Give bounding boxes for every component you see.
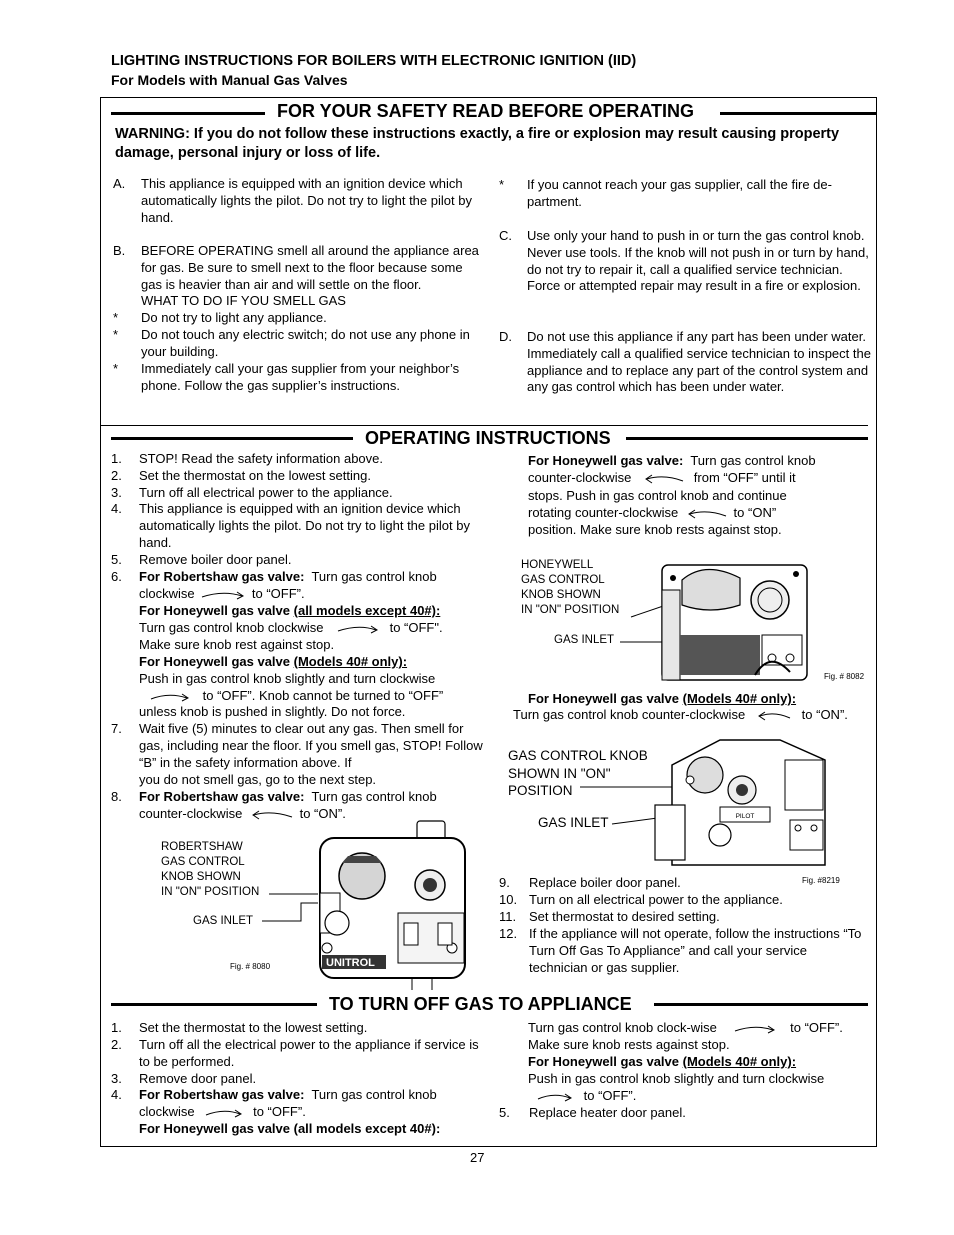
clockwise-arrow-icon <box>202 1107 246 1119</box>
item-text: Do not try to light any appliance. <box>141 310 327 325</box>
step-text: Set the thermostat on the lowest setting. <box>139 468 371 483</box>
step-number: 5. <box>499 1105 510 1120</box>
item-label: D. <box>499 329 512 344</box>
honeywell-off-heading <box>139 603 440 620</box>
inline-text: from “OFF” until it <box>693 470 796 485</box>
honeywell-off-line <box>139 620 443 637</box>
robertshaw-valve-illustration <box>262 818 477 990</box>
underlined-text: (Models 40# only): <box>682 1054 797 1069</box>
step-number: 7. <box>111 721 122 736</box>
inline-text: to “OFF”. <box>583 1088 637 1103</box>
operating-step-cont: you do not smell gas, go to the next step. <box>139 772 377 787</box>
bold-text: For Honeywell gas valve <box>139 654 291 669</box>
step-text: Remove door panel. <box>139 1071 257 1086</box>
page-number: 27 <box>470 1150 485 1165</box>
bullet: * <box>113 310 119 325</box>
clockwise-arrow-icon <box>528 1091 580 1103</box>
bold-text: For Robertshaw gas valve: <box>139 789 305 804</box>
heading-rule <box>720 112 876 115</box>
bold-text: For Robertshaw gas valve: <box>139 1087 305 1102</box>
bold-text: For Honeywell gas valve: <box>528 453 684 468</box>
robertshaw-figure-label: ROBERTSHAW GAS CONTROL KNOB SHOWN IN "ON" POSITION <box>161 841 260 898</box>
honeywell40-on-heading <box>528 691 796 708</box>
honeywell-on-line <box>528 505 776 522</box>
inline-text: Turn gas control knob clockwise <box>139 620 324 635</box>
item-text: Use only your hand to push in or turn the gas control knob. Never use tools. If the knob will not push in or turn by hand, do not try to repair it, call a qualified service technician. Force or attempted repair may result in a fire or explosion. <box>527 228 869 294</box>
bold-text: For Robertshaw gas valve: <box>139 569 305 584</box>
inline-text: counter-clockwise <box>139 806 243 821</box>
honeywell-on-line <box>528 453 816 470</box>
inline-text: to “OFF”. <box>253 1104 306 1119</box>
underlined-text: (Models 40# only): <box>682 691 797 706</box>
heading-rule <box>654 1003 868 1006</box>
item-text: Do not use this appliance if any part has been under water. Immediately call a qualified service technician to inspect the appliance and to replace any part of the control system and any gas control which has been under water. <box>527 329 871 395</box>
counterclockwise-arrow-icon <box>639 473 687 485</box>
section-divider <box>100 425 868 426</box>
honeywell40-figure-label: GAS CONTROL KNOB SHOWN IN "ON" POSITION <box>508 748 648 798</box>
honeywell40-gas-inlet-label: GAS INLET <box>538 815 609 830</box>
operating-step-number: 8. <box>111 789 122 804</box>
step-number: 2. <box>111 1037 122 1052</box>
step-number: 1. <box>111 451 122 466</box>
bold-text: For Honeywell gas valve <box>139 603 291 618</box>
step-text: Turn off all electrical power to the appliance. <box>139 485 393 500</box>
honeywell-valve-illustration <box>620 560 810 685</box>
robertshaw-turnoff-line <box>139 1087 437 1104</box>
inline-text: to “OFF”. <box>790 1020 843 1035</box>
underlined-text: (all models except 40#): <box>293 603 441 618</box>
honeywell-on-line <box>528 470 796 487</box>
step-text: This appliance is equipped with an ignition device which automatically lights the pilot. Do not try to light the pilot by hand. <box>139 501 470 550</box>
honeywell-figure-label: HONEYWELL GAS CONTROL KNOB SHOWN IN "ON" POSITION <box>521 559 620 616</box>
honeywell-on-line: stops. Push in gas control knob and continue <box>528 488 787 503</box>
robertshaw-figure-number: Fig. # 8080 <box>230 962 271 971</box>
inline-text: to “ON” <box>733 505 777 520</box>
bullet: * <box>113 361 119 376</box>
item-text: Immediately call your gas supplier from your neighbor’s phone. Follow the gas supplier’s instructions. <box>141 361 460 393</box>
honeywell40-on-line <box>513 707 848 724</box>
honeywell-turnoff-line: Make sure knob rests against stop. <box>528 1037 730 1052</box>
item-text: This appliance is equipped with an ignition device which automatically lights the pilot. Do not try to light the pilot by hand. <box>141 176 472 225</box>
heading-rule <box>111 437 353 440</box>
step-number: 9. <box>499 875 510 890</box>
step-number: 11. <box>499 909 517 924</box>
pilot-label: PILOT <box>735 813 755 820</box>
honeywell-turnoff-heading: For Honeywell gas valve (all models except 40#): <box>139 1121 441 1136</box>
operating-heading: OPERATING INSTRUCTIONS <box>365 428 611 448</box>
inline-text: Turn gas control knob <box>311 569 437 584</box>
inline-text: counter-clockwise <box>528 470 632 485</box>
honeywell-off-line: Make sure knob rest against stop. <box>139 637 335 652</box>
bold-text: For Honeywell gas valve <box>528 1054 680 1069</box>
honeywell40-turnoff-heading <box>528 1054 796 1071</box>
step-number: 12. <box>499 926 518 941</box>
inline-text: to “ON”. <box>299 806 346 821</box>
honeywell-figure-number: Fig. # 8082 <box>824 672 865 681</box>
step-text: Set the thermostat to the lowest setting. <box>139 1020 368 1035</box>
bullet: * <box>499 177 505 192</box>
turnoff-heading: TO TURN OFF GAS TO APPLIANCE <box>329 994 632 1014</box>
clockwise-arrow-icon <box>731 1023 779 1035</box>
step-text: Wait five (5) minutes to clear out any gas. Then smell for gas, including near the floor. If you smell gas, STOP! Follow “B” in the safety information above. If <box>139 721 483 770</box>
honeywell40-off-line: Push in gas control knob slightly and turn clockwise <box>139 671 436 686</box>
underlined-text: (Models 40# only): <box>293 654 408 669</box>
step-number: 1. <box>111 1020 122 1035</box>
step-text: Remove boiler door panel. <box>139 552 292 567</box>
robertshaw-off-line <box>139 586 305 603</box>
safety-heading: FOR YOUR SAFETY READ BEFORE OPERATING <box>277 101 695 121</box>
honeywell40-off-line: unless knob is pushed in slightly. Do not force. <box>139 704 406 719</box>
robertshaw-brand-logo: UNITROL <box>326 957 375 969</box>
inline-text: to “OFF”. <box>251 586 305 601</box>
honeywell-gas-inlet-label: GAS INLET <box>554 634 615 646</box>
counterclockwise-arrow-icon <box>752 710 794 722</box>
step-text: Replace boiler door panel. <box>529 875 681 890</box>
step-number: 4. <box>111 501 122 516</box>
heading-rule <box>626 437 868 440</box>
inline-text: to “OFF”. Knob cannot be turned to “OFF” <box>202 688 444 703</box>
bold-text: For Honeywell gas valve <box>528 691 680 706</box>
step-number: 5. <box>111 552 122 567</box>
robertshaw-on-line <box>139 789 437 806</box>
honeywell40-turnoff-line <box>528 1088 636 1105</box>
inline-text: Turn gas control knob <box>311 1087 437 1102</box>
step-number: 10. <box>499 892 518 907</box>
honeywell-on-line: position. Make sure knob rests against stop. <box>528 522 782 537</box>
honeywell40-off-line <box>139 688 443 705</box>
honeywell40-off-heading <box>139 654 407 671</box>
inline-text: clockwise <box>139 586 195 601</box>
robertshaw-off-line <box>139 569 437 586</box>
step-text: Set thermostat to desired setting. <box>529 909 720 924</box>
inline-text: Turn gas control knob <box>690 453 816 468</box>
step-text: Replace heater door panel. <box>529 1105 686 1120</box>
honeywell40-figure-number: Fig. #8219 <box>802 876 840 885</box>
honeywell40-turnoff-line: Push in gas control knob slightly and turn clockwise <box>528 1071 825 1086</box>
heading-rule <box>111 112 265 115</box>
document-subtitle: For Models with Manual Gas Valves <box>111 72 348 88</box>
clockwise-arrow-icon <box>139 691 199 703</box>
item-text: Do not touch any electric switch; do not use any phone in your building. <box>141 327 470 359</box>
inline-text: to “OFF". <box>389 620 443 635</box>
inline-text: Turn gas control knob clock-wise <box>528 1020 717 1035</box>
clockwise-arrow-icon <box>334 623 382 635</box>
step-text: STOP! Read the safety information above. <box>139 451 384 466</box>
step-text: If the appliance will not operate, follow the instructions “To Turn Off Gas To Appliance” and call your service technician or gas supplier. <box>529 926 862 975</box>
counterclockwise-arrow-icon <box>682 508 730 520</box>
item-text: BEFORE OPERATING smell all around the appliance area for gas. Be sure to smell next to the floor because some gas is heavier than air and will settle on the floor. <box>141 243 479 292</box>
robertshaw-turnoff-line <box>139 1104 306 1121</box>
warning-text: WARNING: If you do not follow these instructions exactly, a fire or explosion may result causing property damage, personal injury or loss of life. <box>115 126 840 161</box>
item-label: A. <box>113 176 126 191</box>
document-title: LIGHTING INSTRUCTIONS FOR BOILERS WITH ELECTRONIC IGNITION (IID) <box>111 53 637 69</box>
inline-text: rotating counter-clockwise <box>528 505 679 520</box>
item-label: C. <box>499 228 512 243</box>
operating-step-number: 6. <box>111 569 122 584</box>
clockwise-arrow-icon <box>198 589 248 601</box>
honeywell40-valve-illustration <box>580 735 830 875</box>
step-number: 3. <box>111 485 122 500</box>
inline-text: Turn gas control knob counter-clockwise <box>513 707 746 722</box>
inline-text: Turn gas control knob <box>311 789 437 804</box>
smell-gas-title: WHAT TO DO IF YOU SMELL GAS <box>141 293 346 308</box>
step-number: 2. <box>111 468 122 483</box>
item-label: B. <box>113 243 126 258</box>
robertshaw-gas-inlet-label: GAS INLET <box>193 915 254 927</box>
turnoff-step-number: 4. <box>111 1087 122 1102</box>
honeywell-turnoff-line <box>528 1020 843 1037</box>
inline-text: to “ON”. <box>801 707 848 722</box>
bullet: * <box>113 327 119 342</box>
step-text: Turn on all electrical power to the appliance. <box>529 892 783 907</box>
item-text: If you cannot reach your gas supplier, call the fire de-partment. <box>527 177 832 209</box>
inline-text: clockwise <box>139 1104 195 1119</box>
heading-rule <box>111 1003 317 1006</box>
step-text: Turn off all the electrical power to the appliance if service is to be performed. <box>139 1037 479 1069</box>
step-number: 3. <box>111 1071 122 1086</box>
